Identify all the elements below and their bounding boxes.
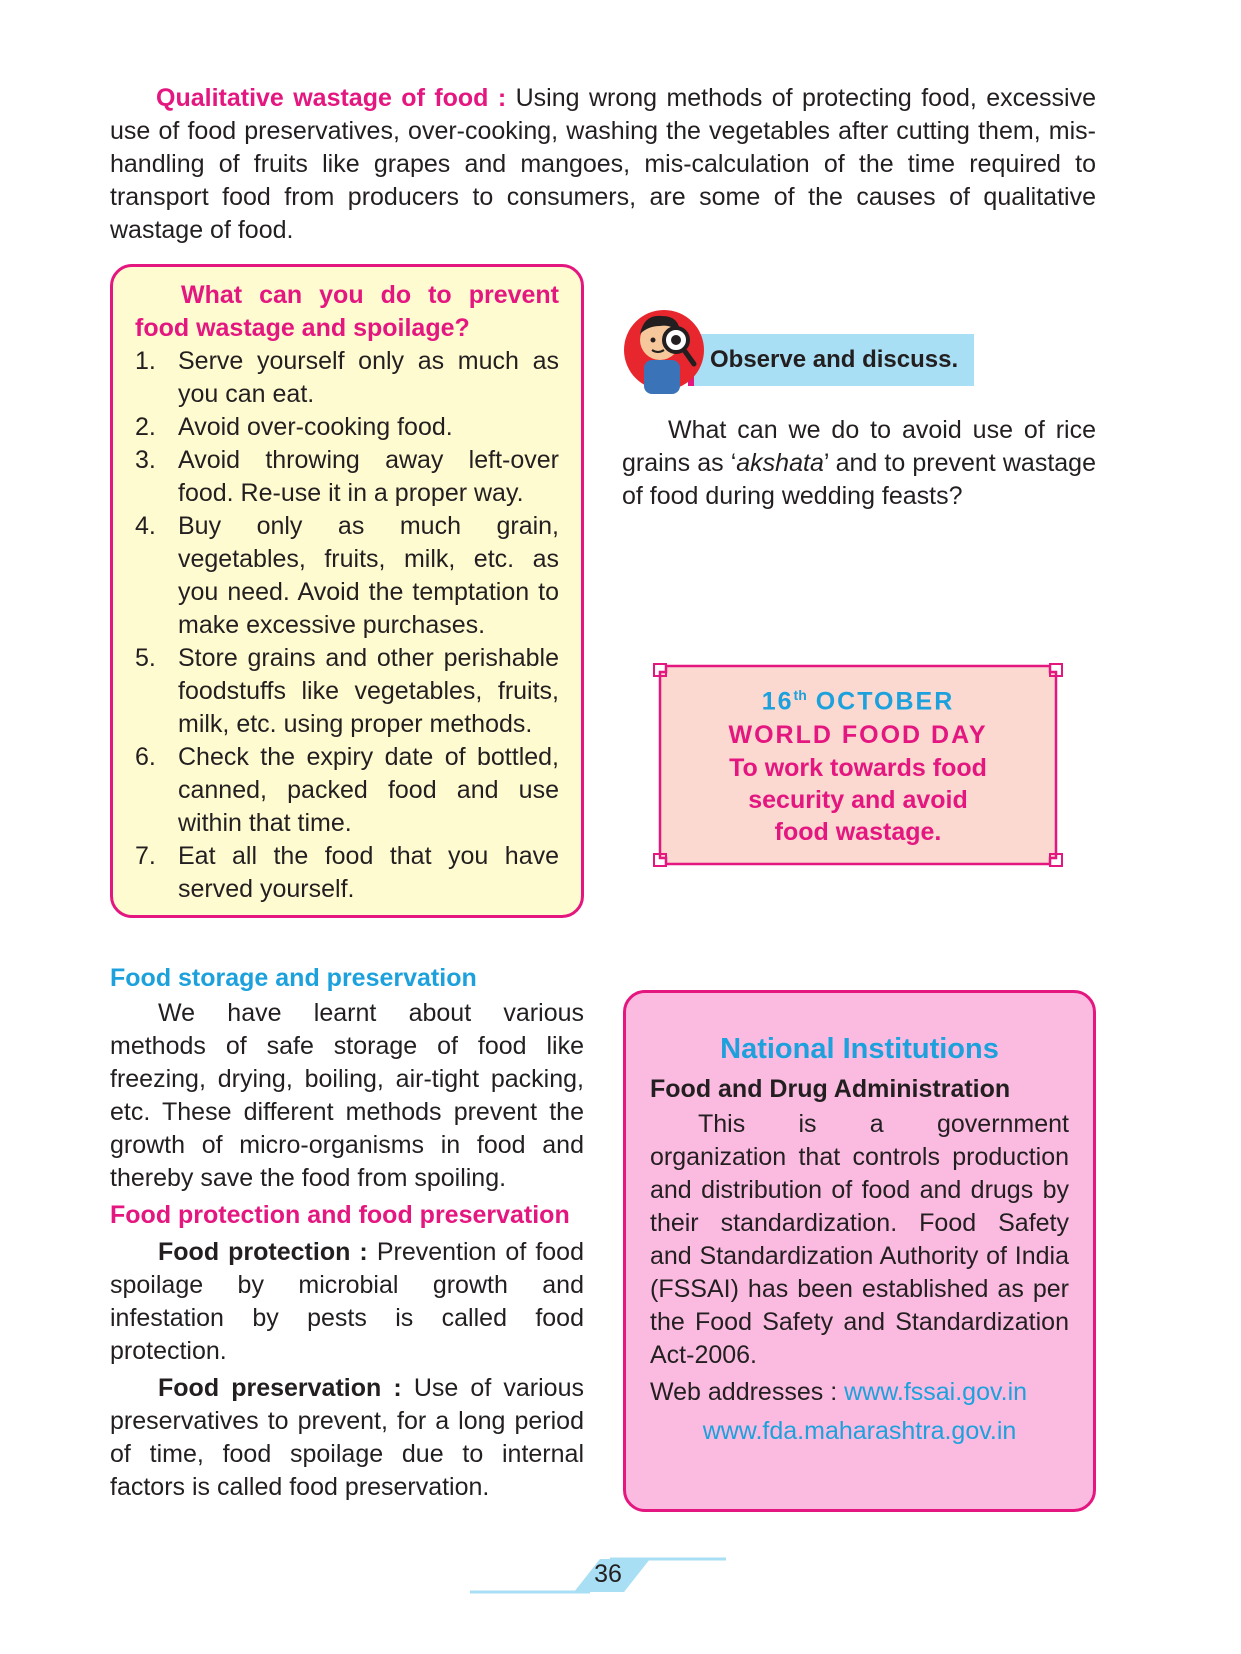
institutions-text: This is a government organization that controls production and distribution of food and drugs by their standardization. Food Safety and Standardization Authority of India (FSSAI) has been established as per the Food Safety and Standardization Act-2006. — [650, 1110, 1069, 1369]
observe-discuss-banner: Observe and discuss. — [688, 334, 974, 386]
list-item — [135, 642, 559, 741]
list-item-text: Buy only as much grain, vegetables, fruits, milk, etc. as you need. Avoid the temptation to make excessive purchases. — [178, 512, 559, 639]
intro-text: Using wrong methods of protecting food, excessive use of food preservatives, over-cooking, washing the vegetables after cutting them, mis-handling of fruits like grapes and mangoes, mis-calculation of the time required to transport food from producers to consumers, are some of the causes of qualitative wastage of food. — [110, 84, 1096, 244]
institutions-subtitle: Food and Drug Administration — [650, 1075, 1011, 1103]
boy-with-magnifier-icon — [622, 304, 706, 396]
observe-discuss-header — [622, 304, 1042, 396]
web-addresses: Web addresses : www.fssai.gov.in — [650, 1378, 1028, 1406]
protection-definition: Food protection : Prevention of food spoilage by microbial growth and infestation by pests is called food protection. — [110, 1238, 584, 1365]
list-item-text: Serve yourself only as much as you can eat. — [178, 347, 559, 408]
list-item-number: 1. — [135, 347, 156, 375]
world-food-day-box — [650, 654, 1066, 876]
list-item — [135, 840, 559, 906]
institutions-title: National Institutions — [720, 1033, 999, 1065]
storage-section — [110, 962, 584, 1504]
storage-heading: Food storage and preservation — [110, 964, 477, 992]
list-item — [135, 345, 559, 411]
intro-paragraph — [110, 82, 1096, 247]
prevent-wastage-box — [110, 264, 584, 918]
list-item-number: 4. — [135, 512, 156, 540]
page-number: 36 — [594, 1560, 622, 1588]
list-item-number: 7. — [135, 842, 156, 870]
list-item-number: 3. — [135, 446, 156, 474]
preservation-definition: Food preservation : Use of various preservatives to prevent, for a long period of time, food spoilage due to internal factors is called food preservation. — [110, 1374, 584, 1501]
list-item-text: Avoid throwing away left-over food. Re-use it in a proper way. — [178, 446, 559, 507]
prevent-box-title: What can you do to prevent food wastage and spoilage? — [135, 281, 559, 342]
web-link-fssai[interactable]: www.fssai.gov.in — [844, 1378, 1028, 1406]
list-item — [135, 444, 559, 510]
list-item — [135, 741, 559, 840]
protection-heading: Food protection and food preservation — [110, 1201, 570, 1229]
storage-text: We have learnt about various methods of safe storage of food like freezing, drying, boiling, air-tight packing, etc. These different methods prevent the growth of micro-organisms in food and thereby save the food from spoiling. — [110, 999, 584, 1192]
web-link-fda[interactable]: www.fda.maharashtra.gov.in — [702, 1417, 1017, 1445]
list-item-text: Avoid over-cooking food. — [178, 413, 453, 441]
list-item-text: Store grains and other perishable foodstuffs like vegetables, fruits, milk, etc. using proper methods. — [178, 644, 559, 738]
list-item-number: 2. — [135, 413, 156, 441]
observe-discuss-text: What can we do to avoid use of rice grains as ‘akshata’ and to prevent wastage of food during wedding feasts? — [622, 416, 1096, 510]
intro-heading: Qualitative wastage of food : — [156, 84, 507, 112]
food-day-date: 16th OCTOBER — [761, 687, 955, 716]
list-item-text: Eat all the food that you have served yourself. — [178, 842, 559, 903]
page-number-tab — [470, 1556, 726, 1596]
list-item — [135, 411, 559, 444]
list-item — [135, 510, 559, 642]
national-institutions-box — [623, 990, 1096, 1512]
list-item-number: 6. — [135, 743, 156, 771]
food-day-message: To work towards food security and avoid food wastage. — [729, 754, 987, 847]
food-day-title: WORLD FOOD DAY — [728, 721, 988, 750]
list-item-text: Check the expiry date of bottled, canned, packed food and use within that time. — [178, 743, 559, 837]
prevent-list — [135, 345, 559, 906]
list-item-number: 5. — [135, 644, 156, 672]
